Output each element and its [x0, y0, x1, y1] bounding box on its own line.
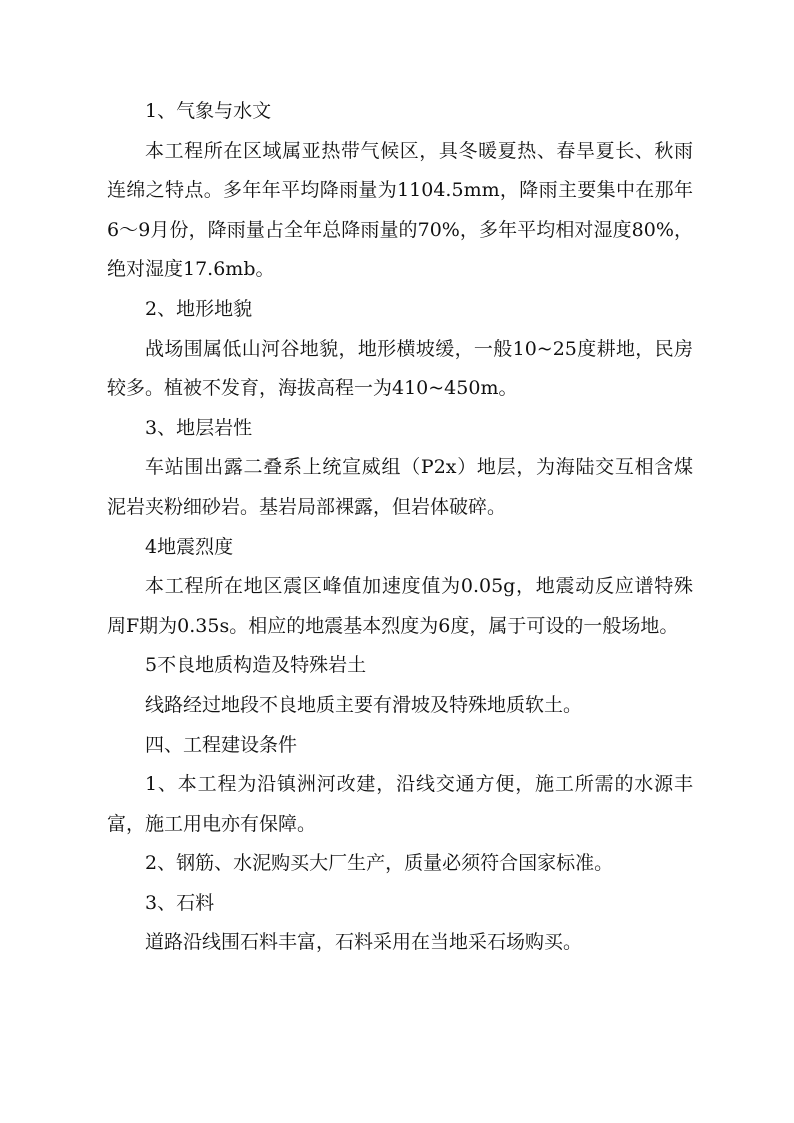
paragraph-geology: 线路经过地段不良地质主要有滑坡及特殊地质软土。 [145, 693, 583, 716]
paragraph-strata: 车站围出露二叠系上统宣威组（P2x）地层，为海陆交互相含煤泥岩夹粉细砂岩。基岩局部裸露，但岩体破碎。 [107, 456, 693, 518]
paragraph-seismic: 本工程所在地区震区峰值加速度值为0.05g，地震动反应谱特殊周F期为0.35s。相应的地震基本烈度为6度，属于可设的一般场地。 [107, 575, 693, 637]
section-heading-strata: 3、地层岩性 [145, 416, 253, 439]
paragraph-conditions-1: 1、本工程为沿镇洲河改建，沿线交通方便，施工所需的水源丰富，施工用电亦有保障。 [107, 773, 693, 835]
section-heading-climate: 1、气象与水文 [145, 100, 272, 122]
section-heading-conditions: 四、工程建设条件 [145, 733, 298, 756]
document-body [107, 92, 693, 963]
section-heading-geology: 5不良地质构造及特殊岩土 [145, 654, 367, 677]
paragraph-terrain: 战场围属低山河谷地貌，地形横坡缓，一般10~25度耕地，民房较多。植被不发育，海拔高程一为410~450m。 [107, 337, 693, 400]
paragraph-stone: 道路沿线围石料丰富，石料采用在当地采石场购买。 [145, 931, 583, 954]
section-heading-terrain: 2、地形地貌 [145, 297, 253, 320]
paragraph-conditions-2: 2、钢筋、水泥购买大厂生产，质量必须符合国家标准。 [145, 852, 614, 875]
paragraph-climate: 本工程所在区域属亚热带气候区，具冬暖夏热、春旱夏长、秋雨连绵之特点。多年年平均降雨量为1104.5mm，降雨主要集中在那年 6～9月份，降雨量占全年总降雨量的70%，多年平均相对湿度80%，绝对湿度17.6mb。 [107, 139, 693, 281]
section-heading-seismic: 4地震烈度 [145, 535, 234, 558]
section-heading-stone: 3、石料 [145, 891, 215, 914]
